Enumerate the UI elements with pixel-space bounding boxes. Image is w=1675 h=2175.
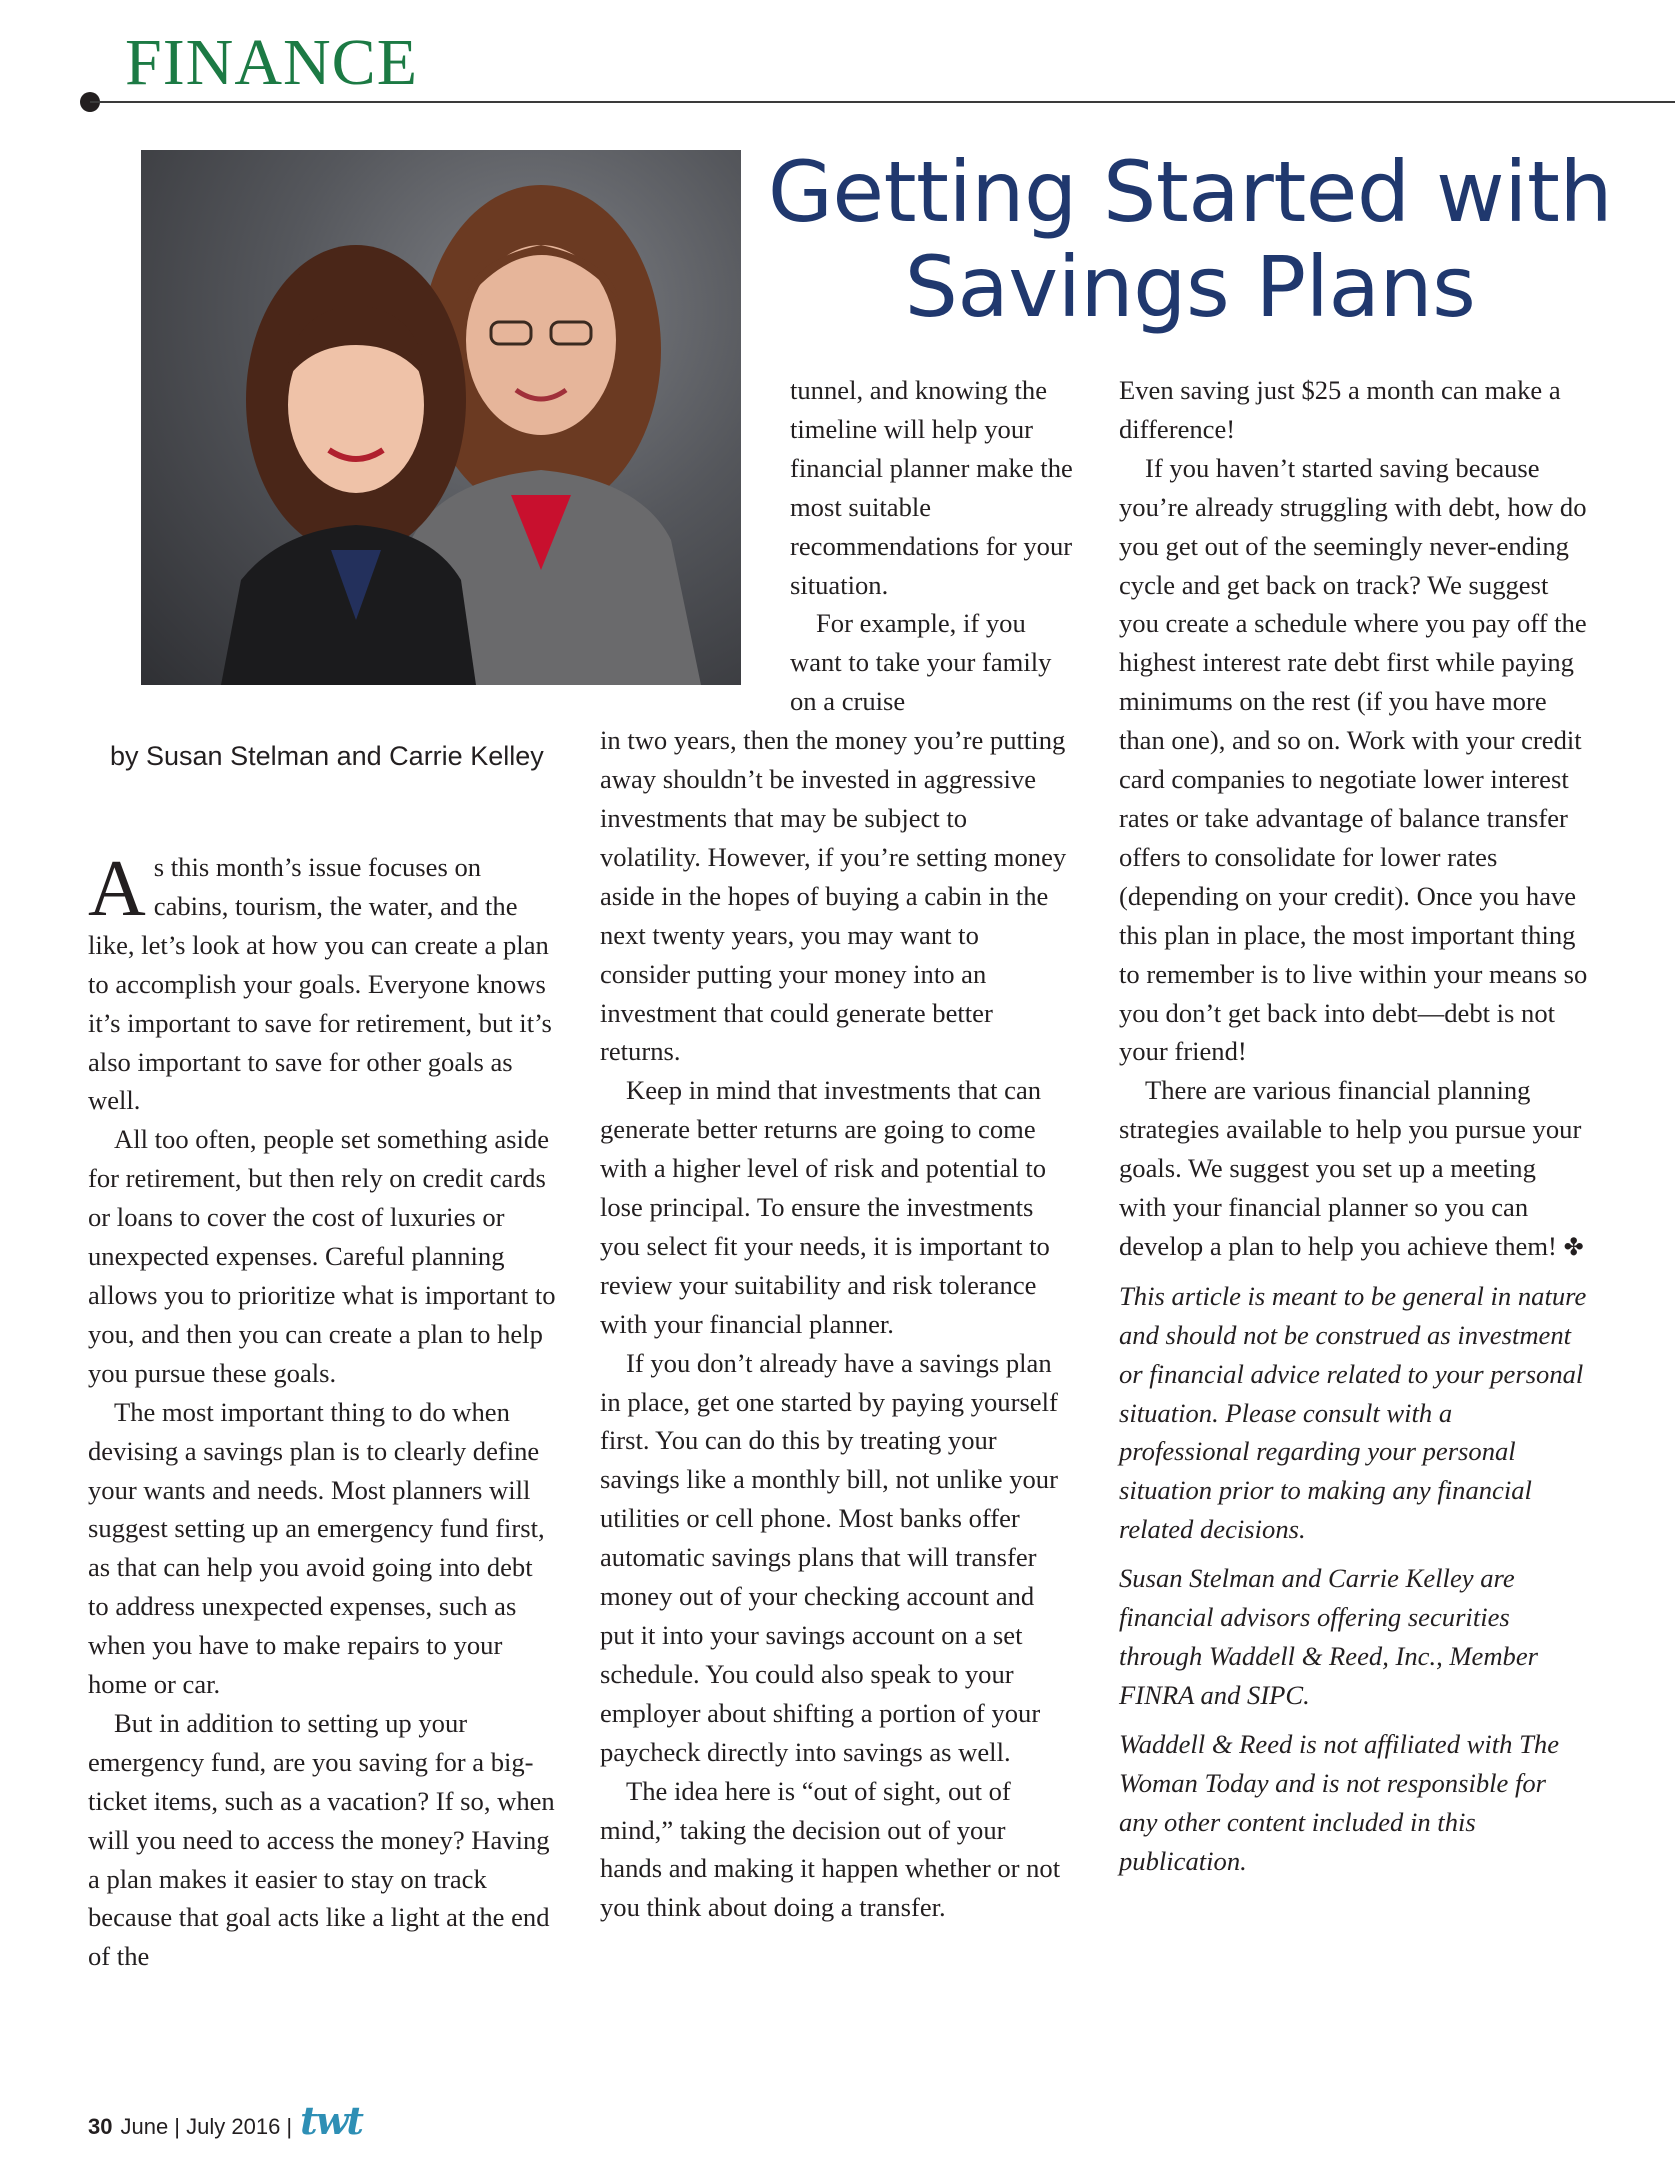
paragraph: Keep in mind that investments that can generate better returns are going to come with a higher level of risk and potential to lose principal. To ensure the investments you select fit your needs, it is important to review your suitability and risk tolerance with your financial planner. xyxy=(600,1075,1050,1339)
column-2 xyxy=(600,371,1074,1927)
paragraph: tunnel, and knowing the timeline will help your financial planner make the most suitable recommendations for your situation. xyxy=(790,375,1073,600)
end-mark-icon: ✤ xyxy=(1563,1232,1584,1261)
page-footer xyxy=(88,2098,362,2143)
body-block xyxy=(600,721,1074,1927)
paragraph: The idea here is “out of sight, out of mind,” taking the decision out of your hands and making it happen whether or not you think about doing a transfer. xyxy=(600,1775,1061,1923)
paragraph: in two years, then the money you’re putting away shouldn’t be invested in aggressive investments that may be subject to volatility. However, if you’re setting money aside in the hopes of buying a cabin in the next twenty years, you may want to consider putting your money into an investment that could generate better returns. xyxy=(600,725,1067,1067)
column-1 xyxy=(88,845,556,1976)
disclaimer: Susan Stelman and Carrie Kelley are financial advisors offering securities through Waddell & Reed, Inc., Member FINRA and SIPC. xyxy=(1119,1563,1539,1710)
title-line-1: Getting Started with xyxy=(767,143,1613,241)
title-line-2: Savings Plans xyxy=(904,238,1476,336)
paragraph: Even saving just $25 a month can make a difference! xyxy=(1119,375,1561,444)
paragraph: The most important thing to do when devising a savings plan is to clearly define your wants and needs. Most planners will suggest setting up an emergency fund first, as that can help you avoid going into debt to address unexpected expenses, such as when you have to make repairs to your home or car. xyxy=(88,1396,545,1700)
paragraph: For example, if you want to take your family on a cruise xyxy=(790,608,1052,717)
page-number: 30 xyxy=(88,2114,113,2139)
paragraph: If you haven’t started saving because you’re already struggling with debt, how do you get out of the seemingly never-ending cycle and get back on track? We suggest you create a schedule where you pay off the highest interest rate debt first while paying minimums on the rest (if you have more than one), and so on. Work with your credit card companies to negotiate lower interest rates or take advantage of balance transfer offers to consolidate for lower rates (depending on your credit). Once you have this plan in place, the most important thing to remember is to live within your means so you don’t get back into debt—debt is not your friend! xyxy=(1119,452,1588,1067)
section-header: FINANCE xyxy=(125,26,419,99)
disclaimer: Waddell & Reed is not affiliated with The Woman Today and is not responsible for any other content included in this publication. xyxy=(1119,1728,1560,1876)
paragraph: All too often, people set something aside for retirement, but then rely on credit cards or loans to cover the cost of luxuries or unexpected expenses. Careful planning allows you to prioritize what is important to you, and then you can create a plan to help you pursue these goals. xyxy=(88,1124,556,1388)
byline: by Susan Stelman and Carrie Kelley xyxy=(110,741,544,771)
column-3 xyxy=(1119,371,1589,1880)
paragraph: There are various financial planning strategies available to help you pursue your goals. We suggest you set up a meeting with your financial planner so you can develop a plan to help you achieve them! ✤ xyxy=(1119,1075,1584,1261)
article-title xyxy=(755,145,1625,335)
paragraph: If you don’t already have a savings plan in place, get one started by paying yourself first. You can do this by treating your savings like a monthly bill, not unlike your utilities or cell phone. Most banks offer automatic savings plans that will transfer money out of your checking account and put it into your savings account on a set schedule. You could also speak to your employer about shifting a portion of your paycheck directly into savings as well. xyxy=(600,1347,1058,1767)
paragraph: As this month’s issue focuses on cabins, tourism, the water, and the like, let’s look at how you can create a plan to accomplish your goals. Everyone knows it’s important to save for retirement, but it’s also important to save for other goals as well. xyxy=(88,845,552,1116)
twt-logo: twt xyxy=(300,2098,362,2143)
issue-date: June | July 2016 | xyxy=(120,2114,293,2139)
header-rule xyxy=(90,101,1675,103)
paragraph: But in addition to setting up your emergency fund, are you saving for a big-ticket items, such as a vacation? If so, when will you need to access the money? Having a plan makes it easier to stay on track because that goal acts like a light at the end of the xyxy=(88,1707,555,1972)
drop-cap: A xyxy=(88,845,146,933)
wrap-block xyxy=(790,371,1074,721)
disclaimer: This article is meant to be general in nature and should not be construed as investment or financial advice related to your personal situation. Please consult with a professional regarding your personal situation prior to making any financial related decisions. xyxy=(1119,1280,1587,1545)
